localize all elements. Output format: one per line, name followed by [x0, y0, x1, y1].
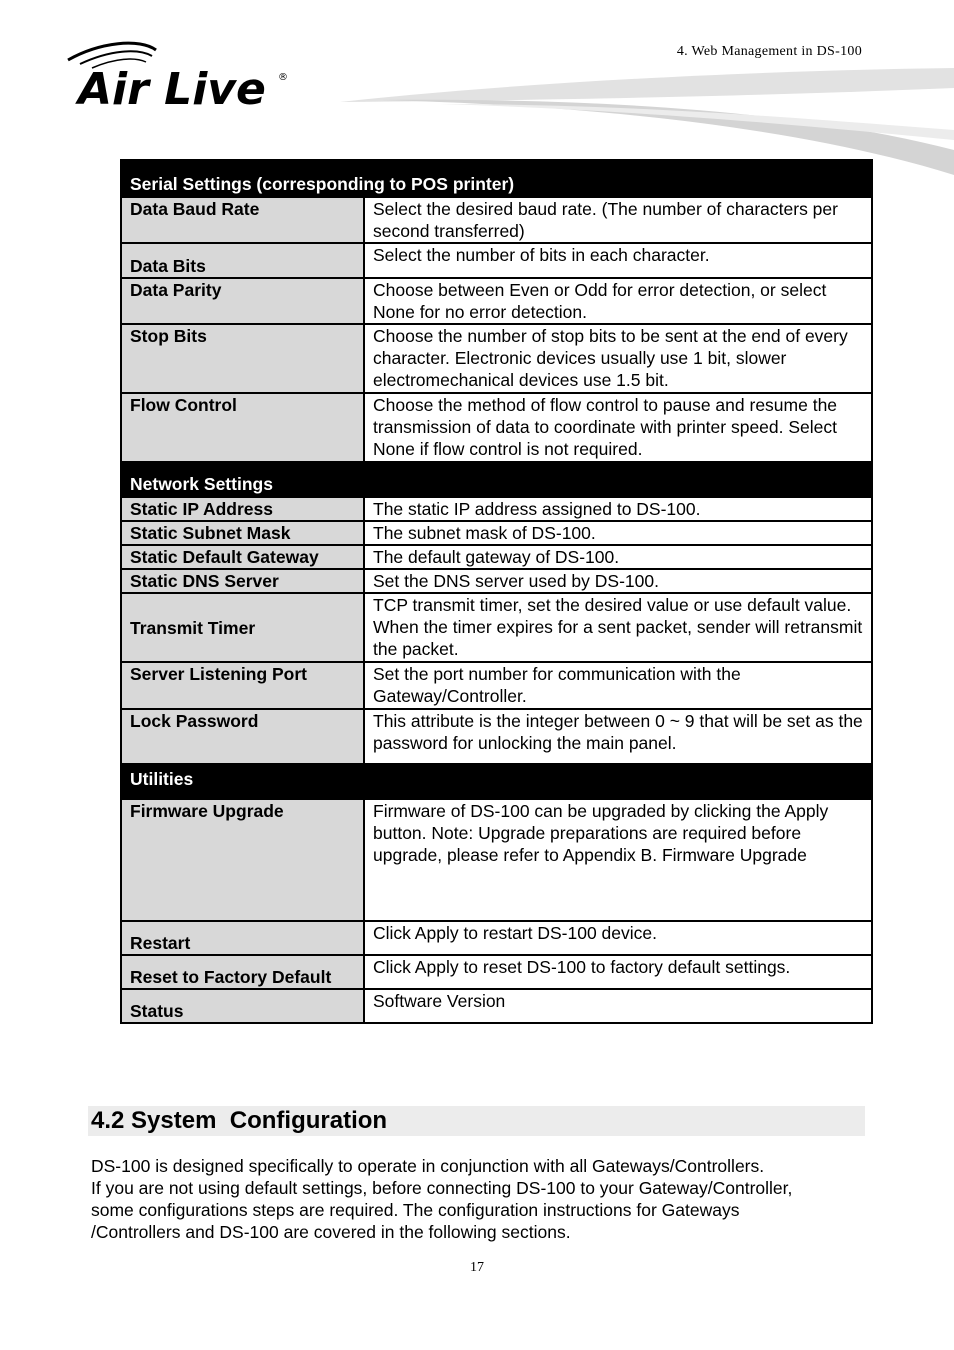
section-row-network — [121, 462, 872, 497]
setting-description: Choose the method of flow control to pause and resume the transmission of data to coordinate with printer speed. Select None if flow control is not required. — [364, 393, 872, 462]
setting-name: Server Listening Port — [121, 662, 364, 709]
setting-name: Static Default Gateway — [121, 545, 364, 569]
setting-name: Firmware Upgrade — [121, 799, 364, 921]
setting-description: The subnet mask of DS-100. — [364, 521, 872, 545]
registered-mark: ® — [278, 72, 288, 83]
setting-description: The default gateway of DS-100. — [364, 545, 872, 569]
table-row — [121, 709, 872, 764]
setting-description: Click Apply to reset DS-100 to factory default settings. — [364, 955, 872, 989]
paragraph-line: If you are not using default settings, before connecting DS-100 to your Gateway/Controller, — [91, 1178, 793, 1198]
setting-description: This attribute is the integer between 0 ~ 9 that will be set as the password for unlocking the main panel. — [364, 709, 872, 764]
table-row — [121, 545, 872, 569]
table-row — [121, 662, 872, 709]
setting-name: Flow Control — [121, 393, 364, 462]
table-row — [121, 799, 872, 921]
section-title: Utilities — [121, 764, 872, 799]
logo-text: Air Live — [78, 64, 266, 112]
svg-text:® — [278, 72, 288, 83]
setting-description: Select the number of bits in each character. — [364, 243, 872, 278]
section-heading: 4.2 System Configuration — [88, 1106, 865, 1136]
setting-name: Transmit Timer — [121, 593, 364, 662]
setting-description: TCP transmit timer, set the desired value or use default value. When the timer expires for a sent packet, sender will retransmit the packet. — [364, 593, 872, 662]
setting-description: Select the desired baud rate. (The number of characters per second transferred) — [364, 197, 872, 243]
table-row — [121, 569, 872, 593]
setting-description: Software Version — [364, 989, 872, 1023]
table-row — [121, 324, 872, 393]
setting-name: Data Baud Rate — [121, 197, 364, 243]
setting-name: Reset to Factory Default — [121, 955, 364, 989]
setting-name: Restart — [121, 921, 364, 955]
table-row — [121, 521, 872, 545]
svg-text:Air Live — [75, 64, 266, 112]
table-row — [121, 243, 872, 278]
section-paragraph — [91, 1155, 891, 1243]
table-row — [121, 497, 872, 521]
setting-description: Firmware of DS-100 can be upgraded by clicking the Apply button. Note: Upgrade preparations are required before upgrade, please refer to Appendix B. Firmware Upgrade — [364, 799, 872, 921]
running-header: 4. Web Management in DS-100 — [676, 44, 862, 59]
setting-description: Click Apply to restart DS-100 device. — [364, 921, 872, 955]
setting-name: Static DNS Server — [121, 569, 364, 593]
setting-name: Static IP Address — [121, 497, 364, 521]
paragraph-line: some configurations steps are required. The configuration instructions for Gateways — [91, 1200, 740, 1220]
table-row — [121, 989, 872, 1023]
page-number: 17 — [470, 1260, 484, 1275]
setting-name: Lock Password — [121, 709, 364, 764]
setting-name: Data Parity — [121, 278, 364, 324]
section-row-utilities — [121, 764, 872, 799]
setting-name: Static Subnet Mask — [121, 521, 364, 545]
paragraph-line: DS-100 is designed specifically to operate in conjunction with all Gateways/Controllers. — [91, 1156, 765, 1176]
airlive-logo — [60, 40, 300, 112]
table-row — [121, 393, 872, 462]
setting-name: Stop Bits — [121, 324, 364, 393]
table-row — [121, 278, 872, 324]
settings-table — [120, 159, 873, 1024]
setting-description: Choose the number of stop bits to be sent at the end of every character. Electronic devices usually use 1 bit, slower electromechanical devices use 1.5 bit. — [364, 324, 872, 393]
setting-description: Set the DNS server used by DS-100. — [364, 569, 872, 593]
table-row — [121, 593, 872, 662]
setting-description: The static IP address assigned to DS-100. — [364, 497, 872, 521]
setting-description: Choose between Even or Odd for error detection, or select None for no error detection. — [364, 278, 872, 324]
setting-name: Data Bits — [121, 243, 364, 278]
table-row — [121, 921, 872, 955]
table-row — [121, 955, 872, 989]
section-title: Network Settings — [121, 462, 872, 497]
section-title: Serial Settings (corresponding to POS printer) — [121, 160, 872, 197]
table-row — [121, 197, 872, 243]
section-row-serial — [121, 160, 872, 197]
paragraph-line: /Controllers and DS-100 are covered in the following sections. — [91, 1222, 571, 1242]
setting-description: Set the port number for communication with the Gateway/Controller. — [364, 662, 872, 709]
setting-name: Status — [121, 989, 364, 1023]
